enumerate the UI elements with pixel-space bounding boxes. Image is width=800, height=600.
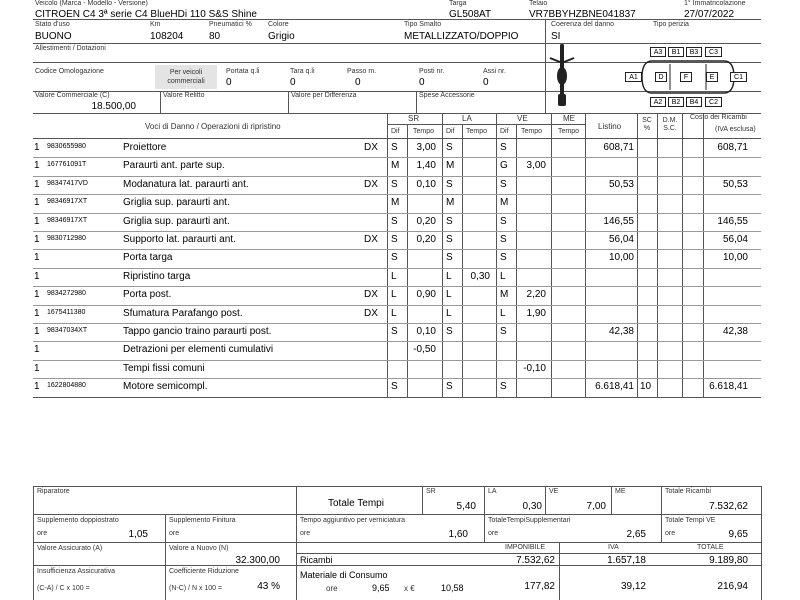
- row-rule: [33, 360, 761, 361]
- row-qty: 1: [34, 344, 40, 356]
- sr-dif-header: Dif: [391, 128, 400, 135]
- row-sr-time: 0,10: [416, 326, 436, 337]
- frame-value: VR7BBYHZBNE041837: [529, 9, 636, 20]
- col-divider: [387, 113, 388, 397]
- row-code: 98346917XT: [47, 216, 88, 224]
- homologation-label: Codice Omologazione: [35, 68, 104, 75]
- row-sr-dif: S: [391, 326, 398, 337]
- row-description: Sfumatura Parafango post.: [123, 307, 243, 319]
- row-sr-dif: M: [391, 160, 400, 172]
- row-qty: 1: [34, 307, 40, 319]
- header-divider: [288, 91, 289, 113]
- plate-value: GL508AT: [449, 9, 492, 20]
- row-listino: 50,53: [608, 178, 634, 190]
- consumables-hours: 9,65: [372, 583, 390, 593]
- row-ve-dif: G: [500, 160, 508, 172]
- reduction-coeff-formula: (N-C) / N x 100 =: [169, 585, 223, 592]
- row-sr-time: 0,20: [416, 234, 436, 245]
- sum-sr-label: SR: [426, 488, 436, 495]
- row-rule: [33, 378, 761, 379]
- table-header-rule: [33, 138, 761, 139]
- row-rule: [33, 286, 761, 287]
- consumables-taxable: 177,82: [524, 581, 555, 592]
- row-sr-time: -0,50: [413, 344, 436, 356]
- row-side: DX: [364, 234, 378, 245]
- row-sr-dif: S: [391, 252, 398, 264]
- row-qty: 1: [34, 142, 40, 153]
- row-description: Motore semicompl.: [123, 381, 208, 393]
- consumables-vat: 39,12: [620, 581, 646, 592]
- row-ve-time: -0,10: [523, 362, 546, 374]
- row-rule: [33, 231, 761, 232]
- total-ve-value: 9,65: [728, 529, 748, 540]
- motorcycle-icon: [547, 40, 577, 112]
- row-sr-dif: S: [391, 178, 398, 190]
- paint-label: Tipo Smalto: [404, 21, 442, 28]
- row-ve-dif: S: [500, 142, 507, 153]
- row-la-dif: L: [446, 289, 452, 301]
- zone-B4[interactable]: B4: [686, 97, 702, 107]
- tare-label: Tara q.li: [290, 68, 315, 75]
- zone-B1[interactable]: B1: [668, 47, 684, 57]
- row-rule: [33, 305, 761, 306]
- parts-label: Ricambi: [300, 555, 333, 565]
- row-ve-dif: S: [500, 215, 507, 227]
- col-divider: [496, 113, 497, 397]
- summary-rule: [33, 514, 761, 515]
- la-tempo-header: Tempo: [466, 128, 488, 135]
- zone-D[interactable]: D: [655, 72, 667, 82]
- new-value-label: Valore a Nuovo (N): [169, 545, 229, 552]
- sc-header: SC %: [642, 117, 652, 132]
- row-la-dif: S: [446, 234, 453, 245]
- total-parts-label: Totale Ricambi: [665, 488, 711, 495]
- la-dif-header: Dif: [446, 128, 455, 135]
- registration-value: 27/07/2022: [684, 9, 735, 20]
- summary-top-rule: [33, 486, 761, 487]
- extra-costs-label: Spese Accessorie: [419, 92, 475, 99]
- me-header: ME: [563, 114, 575, 123]
- row-la-dif: S: [446, 326, 453, 337]
- row-description: Griglia sup. paraurti ant.: [123, 215, 230, 227]
- row-cost: 56,04: [722, 234, 748, 245]
- finish-supplement-ore: ore: [169, 530, 180, 537]
- row-cost: 146,55: [717, 215, 748, 227]
- paint-extra-time-ore: ore: [300, 530, 311, 537]
- row-rule: [33, 194, 761, 195]
- cost-subheader: (IVA esclusa): [715, 126, 756, 133]
- row-cost: 10,00: [722, 252, 748, 264]
- row-qty: 1: [34, 252, 40, 264]
- dm-header: D.M. S.C.: [662, 117, 678, 132]
- row-ve-time: 3,00: [526, 160, 546, 172]
- taxable-label: IMPONIBILE: [505, 544, 546, 551]
- row-side: DX: [364, 178, 378, 190]
- double-layer-value: 1,05: [128, 529, 148, 540]
- zone-A3[interactable]: A3: [650, 47, 666, 57]
- row-description: Porta post.: [123, 289, 172, 301]
- row-code: 98347034XT: [47, 327, 88, 334]
- row-ve-time: 2,20: [526, 289, 546, 301]
- commercial-value-label: Valore Commerciale (C): [35, 92, 110, 99]
- paint-value: METALLIZZATO/DOPPIO: [404, 31, 519, 42]
- row-rule: [33, 323, 761, 324]
- total-supp-times-value: 2,65: [626, 529, 646, 540]
- capacity-label: Portata q.li: [226, 68, 260, 75]
- row-description: Paraurti ant. parte sup.: [123, 160, 225, 172]
- zone-B3[interactable]: B3: [686, 47, 702, 57]
- table-bottom-rule: [33, 397, 761, 398]
- cost-header: Costo dei Ricambi: [690, 114, 747, 121]
- frame-label: Telaio: [529, 0, 548, 7]
- row-ve-dif: S: [500, 326, 507, 337]
- tires-value: 80: [209, 31, 221, 42]
- row-description: Griglia sup. paraurti ant.: [123, 197, 230, 209]
- row-la-dif: S: [446, 215, 453, 227]
- coherence-value: SI: [551, 31, 561, 42]
- paint-extra-time-label: Tempo aggiuntivo per verniciatura: [300, 517, 406, 524]
- row-side: DX: [364, 142, 378, 153]
- header-divider: [416, 91, 417, 113]
- sum-la-label: LA: [488, 488, 497, 495]
- repairer-label: Riparatore: [37, 488, 70, 495]
- row-listino: 6.618,41: [595, 381, 634, 393]
- row-la-dif: L: [446, 270, 452, 282]
- summary-rule: [33, 542, 761, 543]
- total-parts-value: 7.532,62: [709, 501, 748, 512]
- row-rule: [33, 213, 761, 214]
- col-divider: [551, 113, 552, 397]
- row-description: Detrazioni per elementi cumulativi: [123, 344, 274, 356]
- row-la-dif: M: [446, 197, 455, 209]
- row-sr-time: 0,10: [416, 178, 436, 190]
- total-supp-times-label: TotaleTempiSupplementari: [488, 517, 571, 524]
- row-la-dif: S: [446, 178, 453, 190]
- total-times-label: Totale Tempi: [328, 498, 384, 509]
- summary-divider: [33, 486, 34, 600]
- row-sr-dif: L: [391, 289, 397, 301]
- summary-divider: [559, 542, 560, 600]
- row-qty: 1: [34, 289, 40, 301]
- zone-B2[interactable]: B2: [668, 97, 684, 107]
- state-label: Stato d'uso: [35, 21, 70, 28]
- row-side: DX: [364, 289, 378, 301]
- col-divider: [462, 124, 463, 397]
- row-code: 9834272980: [47, 290, 86, 298]
- row-ve-dif: L: [500, 270, 506, 282]
- col-divider: [442, 113, 443, 397]
- equipment-label: Allestimenti / Dotazioni: [35, 45, 106, 52]
- row-qty: 1: [34, 197, 40, 209]
- row-ve-dif: S: [500, 252, 507, 264]
- row-listino: 608,71: [603, 142, 634, 153]
- row-la-dif: S: [446, 252, 453, 264]
- row-rule: [33, 268, 761, 269]
- row-cost: 42,38: [722, 326, 748, 337]
- row-ve-dif: S: [500, 381, 507, 393]
- total-label: TOTALE: [697, 544, 724, 551]
- summary-divider: [422, 486, 423, 514]
- row-la-dif: S: [446, 381, 453, 393]
- row-rule: [33, 176, 761, 177]
- row-sr-dif: S: [391, 215, 398, 227]
- wheelbase-value: 0: [355, 77, 361, 88]
- me-tempo-header: Tempo: [558, 128, 580, 135]
- tare-value: 0: [290, 77, 296, 88]
- capacity-value: 0: [226, 77, 232, 88]
- row-ve-dif: S: [500, 234, 507, 245]
- row-code: 1622804880: [47, 382, 86, 390]
- zone-E[interactable]: E: [706, 72, 718, 82]
- seats-value: 0: [419, 77, 425, 88]
- zone-F[interactable]: F: [680, 72, 692, 82]
- row-code: 98347417VD: [47, 179, 88, 187]
- wreck-value-label: Valore Relitto: [163, 92, 205, 99]
- sum-ve-label: VE: [549, 488, 559, 495]
- row-la-dif: S: [446, 142, 453, 153]
- sum-sr-value: 5,40: [456, 501, 476, 512]
- row-sr-dif: S: [391, 142, 398, 153]
- wheelbase-label: Passo m.: [347, 68, 377, 75]
- summary-divider: [661, 486, 662, 542]
- row-side: DX: [364, 307, 378, 319]
- state-value: BUONO: [35, 31, 72, 42]
- row-qty: 1: [34, 381, 40, 393]
- sr-tempo-header: Tempo: [413, 128, 435, 135]
- consumables-ore: ore: [326, 584, 338, 593]
- summary-divider: [165, 514, 166, 600]
- header-rule: [33, 113, 761, 114]
- zone-C3[interactable]: C3: [705, 47, 722, 57]
- consumables-label: Materiale di Consumo: [300, 570, 388, 580]
- km-label: Km: [150, 21, 161, 28]
- paint-extra-time-value: 1,60: [448, 529, 468, 540]
- row-rule: [33, 249, 761, 250]
- header-rule: [33, 43, 761, 44]
- damage-items-header: Voci di Danno / Operazioni di ripristino: [145, 122, 281, 131]
- consumables-rate: 10,58: [441, 583, 464, 593]
- row-rule: [33, 341, 761, 342]
- parts-total: 9.189,80: [709, 555, 748, 566]
- row-code: 9830655980: [47, 143, 86, 150]
- reduction-coeff-label: Coefficiente Riduzione: [169, 568, 239, 575]
- col-divider: [657, 113, 658, 397]
- summary-divider: [296, 486, 297, 600]
- row-sr-time: 1,40: [416, 160, 436, 172]
- axles-label: Assi nr.: [483, 68, 506, 75]
- row-description: Tappo gancio traino paraurti post.: [123, 326, 272, 337]
- under-insurance-label: Insufficienza Assicurativa: [37, 568, 116, 575]
- consumables-total: 216,94: [717, 581, 748, 592]
- registration-label: 1° Immatricolazione: [684, 0, 746, 7]
- row-code: 9830712980: [47, 235, 86, 242]
- zone-A2[interactable]: A2: [650, 97, 666, 107]
- ve-tempo-header: Tempo: [521, 128, 543, 135]
- summary-rule: [33, 565, 761, 566]
- double-layer-label: Supplemento doppiostrato: [37, 517, 119, 524]
- row-sr-dif: M: [391, 197, 400, 209]
- row-sr-dif: L: [391, 307, 397, 319]
- row-qty: 1: [34, 215, 40, 227]
- total-supp-times-ore: ore: [488, 530, 499, 537]
- total-ve-ore: ore: [665, 530, 676, 537]
- listino-header: Listino: [598, 122, 622, 131]
- group-rule: [387, 124, 585, 125]
- diagram-divider: [545, 19, 546, 113]
- summary-divider: [545, 486, 546, 514]
- summary-divider: [761, 486, 762, 600]
- commercial-label: Per veicoli commerciali: [167, 69, 205, 85]
- axles-value: 0: [483, 77, 489, 88]
- row-description: Modanatura lat. paraurti ant.: [123, 178, 249, 190]
- row-ve-dif: M: [500, 197, 509, 209]
- ve-dif-header: Dif: [500, 128, 509, 135]
- color-label: Colore: [268, 21, 289, 28]
- row-cost: 608,71: [717, 142, 748, 153]
- sum-ve-value: 7,00: [586, 501, 606, 512]
- row-qty: 1: [34, 178, 40, 190]
- row-description: Supporto lat. paraurti ant.: [123, 234, 236, 245]
- vehicle-value: CITROEN C4 3ª serie C4 BlueHDi 110 S&S Shine: [35, 9, 257, 20]
- col-divider: [637, 113, 638, 397]
- row-qty: 1: [34, 326, 40, 337]
- summary-divider: [484, 486, 485, 542]
- row-listino: 10,00: [608, 252, 634, 264]
- row-ve-dif: S: [500, 178, 507, 190]
- double-layer-ore: ore: [37, 530, 48, 537]
- vat-label: IVA: [608, 544, 619, 551]
- row-la-dif: M: [446, 160, 455, 172]
- row-code: 167761091T: [47, 161, 87, 169]
- consumables-x-euro: x €: [404, 584, 415, 593]
- row-cost: 6.618,41: [709, 381, 748, 393]
- zone-C1[interactable]: C1: [730, 72, 747, 82]
- row-ve-dif: M: [500, 289, 509, 301]
- row-sr-dif: S: [391, 381, 398, 393]
- plate-label: Targa: [449, 0, 467, 7]
- row-sc: 10: [640, 381, 652, 393]
- row-sr-time: 0,90: [416, 289, 436, 301]
- difference-value-label: Valore per Differenza: [291, 92, 357, 99]
- header-divider: [160, 91, 161, 113]
- summary-divider: [611, 486, 612, 514]
- col-divider: [682, 113, 683, 397]
- row-listino: 42,38: [608, 326, 634, 337]
- zone-A1[interactable]: A1: [625, 72, 642, 82]
- new-value: 32.300,00: [235, 555, 280, 566]
- row-qty: 1: [34, 270, 40, 282]
- row-la-dif: L: [446, 307, 452, 319]
- row-listino: 146,55: [603, 215, 634, 227]
- row-sr-time: 3,00: [416, 142, 436, 153]
- sr-header: SR: [408, 114, 420, 123]
- seats-label: Posti nr.: [419, 68, 445, 75]
- row-ve-dif: L: [500, 307, 506, 319]
- row-qty: 1: [34, 160, 40, 172]
- tires-label: Pneumatici %: [209, 21, 252, 28]
- row-qty: 1: [34, 362, 40, 374]
- row-rule: [33, 157, 761, 158]
- survey-label: Tipo perizia: [653, 21, 689, 28]
- row-description: Proiettore: [123, 142, 167, 153]
- coherence-label: Coerenza del danno: [551, 21, 615, 28]
- insured-value-label: Valore Assicurato (A): [37, 545, 103, 552]
- summary-rule: [296, 553, 761, 554]
- row-ve-time: 1,90: [526, 307, 546, 319]
- sum-la-value: 0,30: [522, 501, 542, 512]
- row-listino: 56,04: [608, 234, 634, 245]
- row-code: 1675411380: [47, 308, 86, 316]
- commercial-value: 18.500,00: [91, 101, 136, 112]
- row-sr-dif: L: [391, 270, 397, 282]
- parts-vat: 1.657,18: [607, 555, 646, 566]
- row-description: Porta targa: [123, 252, 173, 264]
- under-insurance-formula: (C-A) / C x 100 =: [37, 585, 90, 592]
- km-value: 108204: [150, 31, 184, 42]
- parts-taxable: 7.532,62: [516, 555, 555, 566]
- row-la-time: 0,30: [470, 270, 490, 282]
- row-description: Ripristino targa: [123, 270, 191, 282]
- row-sr-dif: S: [391, 234, 398, 245]
- zone-C2[interactable]: C2: [705, 97, 722, 107]
- finish-supplement-label: Supplemento Finitura: [169, 517, 236, 524]
- total-ve-label: Totale Tempi VE: [665, 517, 716, 524]
- sum-me-label: ME: [615, 488, 626, 495]
- vehicle-label: Veicolo (Marca - Modello - Versione): [35, 0, 148, 7]
- row-code: 98346917XT: [47, 198, 88, 206]
- ve-header: VE: [517, 114, 528, 123]
- color-value: Grigio: [268, 31, 295, 42]
- row-description: Tempi fissi comuni: [123, 362, 205, 374]
- row-cost: 50,53: [722, 178, 748, 190]
- row-qty: 1: [34, 234, 40, 245]
- reduction-coeff-value: 43 %: [257, 581, 280, 592]
- row-sr-time: 0,20: [416, 215, 436, 227]
- la-header: LA: [462, 114, 472, 123]
